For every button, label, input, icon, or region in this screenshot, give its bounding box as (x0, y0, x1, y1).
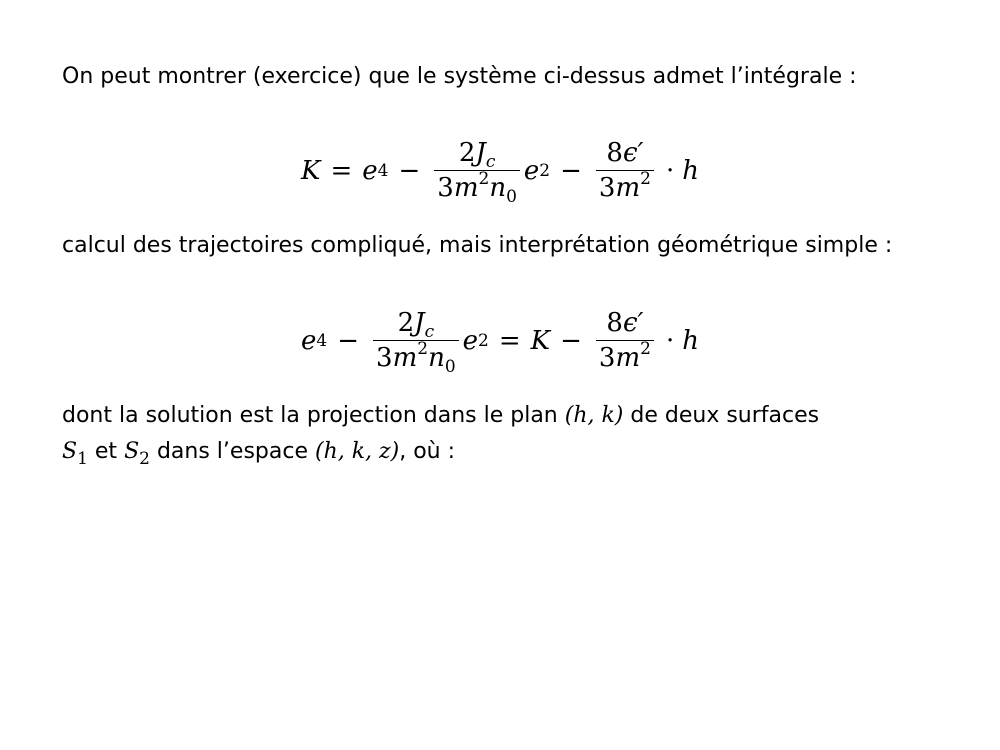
eq1-f2-num-eps: ϵ′ (622, 138, 644, 168)
eq2-f2-den-m: m (615, 343, 641, 373)
eq2-h: h (682, 325, 699, 356)
eq2-f2-den-p2: 2 (640, 339, 651, 359)
eq1-f1-den-coef: 3 (437, 173, 454, 203)
eq2-f1-den-m: m (392, 343, 418, 373)
eq1-f2-num-coef: 8 (606, 138, 623, 168)
eq1-fraction-jc (434, 138, 520, 207)
middle-text: calcul des trajectoires compliqué, mais interprétation géométrique simple : (62, 233, 893, 258)
eq1-f1-num-sub: c (485, 152, 496, 172)
eq1-K: K (301, 155, 321, 186)
eq1-fraction-eps (596, 138, 654, 203)
eq2-e: e (301, 325, 317, 356)
intro-text: On peut montrer (exercice) que le système ci-dessus admet l’intégrale : (62, 64, 857, 89)
eq2-f1-den-p2: 2 (417, 339, 429, 359)
surface-S2: S (124, 439, 140, 464)
eq1-e: e (362, 155, 378, 186)
solution-mid: dans l’espace (149, 439, 315, 464)
eq1-h: h (682, 155, 699, 186)
eq2-f2-num-coef: 8 (606, 308, 623, 338)
eq1-f1-num-coef: 2 (458, 138, 476, 168)
solution-line-1 (62, 402, 819, 430)
surface-S1: S (62, 439, 78, 464)
equation-surface: e 4 − $\frac{2J_c}{3m^2n_0}$ e 2 = K − $\frac{8\epsilon'}{3m^2}$ · h (301, 308, 699, 377)
eq1-minus2: − (560, 155, 582, 186)
eq1-f2-den-m: m (615, 173, 641, 203)
eq2-cdot: · (665, 325, 675, 356)
eq1-f1-den-n: n (489, 173, 507, 203)
eq2-fraction-eps (596, 308, 654, 373)
eq2-f1-num-sub: c (424, 322, 435, 342)
eq1-minus1: − (398, 155, 421, 186)
solution-end: , où : (399, 439, 456, 464)
solution-text-before: dont la solution est la projection dans le plan (62, 403, 565, 428)
eq1-f1-den-sub: 0 (506, 187, 517, 207)
surface-S2-sub: 2 (139, 449, 150, 469)
eq2-f1-den-n: n (428, 343, 445, 373)
eq1-f2-den-coef: 3 (598, 173, 616, 203)
solution-line-2 (62, 438, 456, 469)
solution-et: et (87, 439, 125, 464)
eq1-f1-den-p2: 2 (478, 169, 490, 189)
eq1-e2: e (523, 155, 540, 186)
eq1-cdot: · (665, 155, 675, 186)
eq2-minus1: − (337, 325, 360, 356)
eq2-minus2: − (560, 325, 582, 356)
eq2-f1-den-sub: 0 (444, 357, 456, 377)
surface-S1-sub: 1 (77, 449, 88, 469)
eq1-f1-den-m: m (453, 173, 479, 203)
space-hkz: (h, k, z) (314, 439, 400, 464)
eq2-K: K (530, 325, 551, 356)
eq2-f1-num-J: J (414, 308, 425, 338)
eq2-f1-num-coef: 2 (397, 308, 415, 338)
eq2-f1-den-coef: 3 (376, 343, 393, 373)
eq2-fraction-jc (373, 308, 459, 377)
eq2-e2: e (462, 325, 479, 356)
eq1-f2-den-p2: 2 (640, 169, 651, 189)
eq1-equals: = (330, 155, 353, 186)
solution-plane-hk: (h, k) (564, 403, 624, 428)
eq2-f2-num-eps: ϵ′ (622, 308, 644, 338)
eq2-f2-den-coef: 3 (598, 343, 616, 373)
equation-integral: K = e 4 − $\frac{2J_c}{3m^2n_0}$ e 2 − $\frac{8\epsilon'}{3m^2}$ · h (301, 138, 699, 207)
eq1-f1-num-J: J (475, 138, 486, 168)
solution-text-after: de deux surfaces (623, 403, 820, 428)
eq2-equals: = (498, 325, 521, 356)
